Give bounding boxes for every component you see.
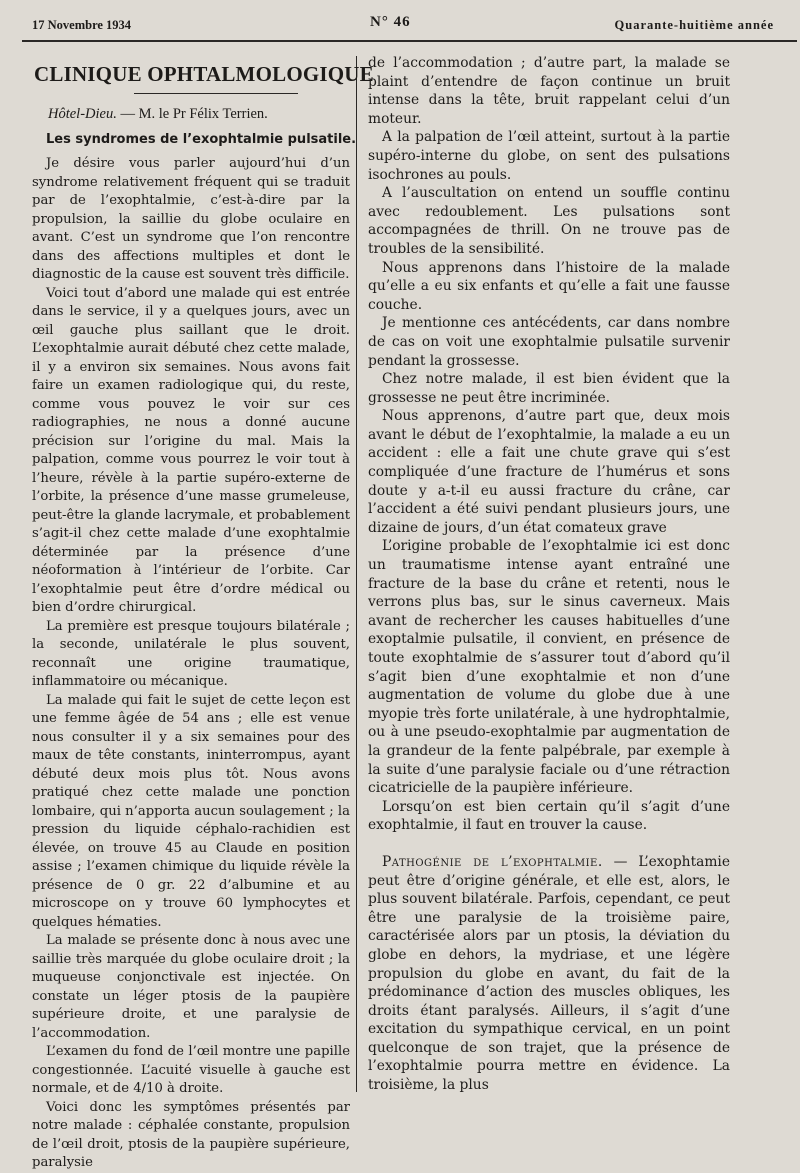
paragraph: Je désire vous parler aujourd’hui d’un syndrome relativement fréquent qui se traduit par de l’exophtalmie, c’est-à-dire par la propulsion, la saillie du globe oculaire en avant. C’est un syndrome que l’on rencontre dans des affections multiples et dont le diagnostic de la cause est souvent très difficile.	[32, 156, 350, 282]
paragraph: Nous apprenons dans l’histoire de la malade qu’elle a eu six enfants et qu’elle a fait une fausse couche.	[368, 259, 730, 313]
section-paragraph	[368, 853, 730, 1095]
header-rule	[22, 40, 797, 42]
paragraph: La première est presque toujours bilatérale ; la seconde, unilatérale le plus souvent, reconnaît une origine traumatique, inflammatoire ou mécanique.	[32, 618, 350, 689]
paragraph: L’origine probable de l’exophtalmie ici est donc un traumatisme intense ayant entraîné une fracture de la base du crâne et retenti, nous le verrons plus bas, sur le sinus caverneux. Mais avant de rechercher les causes habituelles d’une exoptalmie pulsatile, il convient, en présence de toute exophtalmie de s’assurer tout d’abord qu’il s’agit bien d’une exophtalmie et non d’une augmentation de volume du globe due à une myopie très forte unilatérale, à une hydrophtalmie, ou à une pseudo-exophtalmie par augmentation de la grandeur de la fente palpébrale, par exemple à la suite d’une paralysie faciale ou d’une rétraction cicatricielle de la paupière inférieure.	[368, 538, 730, 797]
paragraph: La malade se présente donc à nous avec une saillie très marquée du globe oculaire droit ; la muqueuse conjonctivale est injectée. On constate un léger ptosis de la paupière supérieure droite, et une paralysie de l’accommodation.	[32, 933, 350, 1041]
byline-author: — M. le Pr Félix Terrien.	[116, 106, 268, 122]
paragraph: Chez notre malade, il est bien évident que la grossesse ne peut être incriminée.	[368, 371, 730, 406]
paragraph: de l’accommodation ; d’autre part, la malade se plaint d’entendre de façon continue un bruit intense dans la tête, bruit rappelant celui d’un moteur.	[368, 55, 730, 127]
byline	[32, 106, 350, 123]
paragraph: L’examen du fond de l’œil montre une papille congestionnée. L’acuité visuelle à gauche est normale, et de 4/10 à droite.	[32, 1044, 350, 1096]
paragraph: A l’auscultation on entend un souffle continu avec redoublement. Les pulsations sont accompagnées de thrill. On ne trouve pas de troubles de la sensibilité.	[368, 185, 730, 257]
section-title: Pathogénie de l’exophtalmie.	[382, 853, 603, 870]
rubric-title: CLINIQUE OPHTALMOLOGIQUE	[34, 62, 374, 86]
volume-year: Quarante-huitième année	[614, 18, 774, 32]
paragraph: Voici tout d’abord une malade qui est entrée dans le service, il y a quelques jours, avec un œil gauche plus saillant que le droit. L’exophtalmie aurait débuté chez cette malade, il y a environ six semaines. Nous avons fait faire un examen radiologique qui, du reste, comme vous pouvez le voir sur ces radiographies, ne nous a donné aucune précision sur l’origine du mal. Mais la palpation, comme vous pourrez le voir tout à l’heure, révèle à la partie supéro-externe de l’orbite, la présence d’une masse grumeleuse, peut-être la glande lacrymale, et probablement s’agit-il chez cette malade d’une exophtalmie déterminée par la présence d’une néoformation à l’intérieur de l’orbite. Car l’exophtalmie peut être d’ordre médical ou bien d’ordre chirurgical.	[32, 285, 350, 615]
running-header	[32, 14, 784, 36]
paragraph: Voici donc les symptômes présentés par notre malade : céphalée constante, propulsion de l’œil droit, ptosis de la paupière supérieure, paralysie	[32, 1099, 350, 1170]
issue-number: N° 46	[370, 14, 411, 30]
paragraph: La malade qui fait le sujet de cette leçon est une femme âgée de 54 ans ; elle est venue nous consulter il y a six semaines pour des maux de tête constants, ininterrompus, ayant débuté deux mois plus tôt. Nous avons pratiqué chez cette malade une ponction lombaire, qui n’apporta aucun soulagement ; la pression du liquide céphalo-rachidien est élevée, on trouve 45 au Claude en position assise ; l’examen chimique du liquide révèle la présence de 0 gr. 22 d’albumine et au microscope on y trouve 60 lymphocytes et quelques hématies.	[32, 692, 350, 930]
left-column	[32, 54, 374, 1173]
section-text: — L’exophtamie peut être d’origine générale, et elle est, alors, le plus souvent bilatérale. Parfois, cependant, ce peut être une paralysie de la troisième paire, caractérisée alors par un ptosis, la déviation du globe en dehors, la mydriase, et une légère propulsion du globe en avant, du fait de la prédominance d’action des muscles obliques, les droits étant paralysés. Ailleurs, il s’agit d’une excitation du sympathique cervical, en un point quelconque de son trajet, que la présence de l’exophtalmie pourra mettre en évidence. La troisième, la plus	[368, 853, 730, 1094]
rubric-underline	[134, 93, 298, 94]
paragraph: A la palpation de l’œil atteint, surtout à la partie supéro-interne du globe, on sent des pulsations isochrones au pouls.	[368, 129, 730, 183]
issue-date: 17 Novembre 1934	[32, 18, 132, 32]
paragraph: Lorsqu’on est bien certain qu’il s’agit d’une exophtalmie, il faut en trouver la cause.	[368, 798, 730, 834]
paragraph: Je mentionne ces antécédents, car dans nombre de cas on voit une exophtalmie pulsatile survenir pendant la grossesse.	[368, 315, 730, 369]
right-column	[368, 54, 730, 1095]
byline-place: Hôtel-Dieu.	[48, 106, 117, 122]
paragraph: Nous apprenons, d’autre part que, deux mois avant le début de l’exophtalmie, la malade a eu un accident : elle a fait une chute grave qui s’est compliquée d’une fracture de l’humérus et sons doute y a-t-il eu aussi fracture du crâne, car l’accident a été suivi pendant plusieurs jours, une dizaine de jours, d’un état comateux grave	[368, 408, 730, 536]
article-title: Les syndromes de l’exophtalmie pulsatile.	[46, 132, 357, 147]
column-divider	[356, 56, 357, 1092]
